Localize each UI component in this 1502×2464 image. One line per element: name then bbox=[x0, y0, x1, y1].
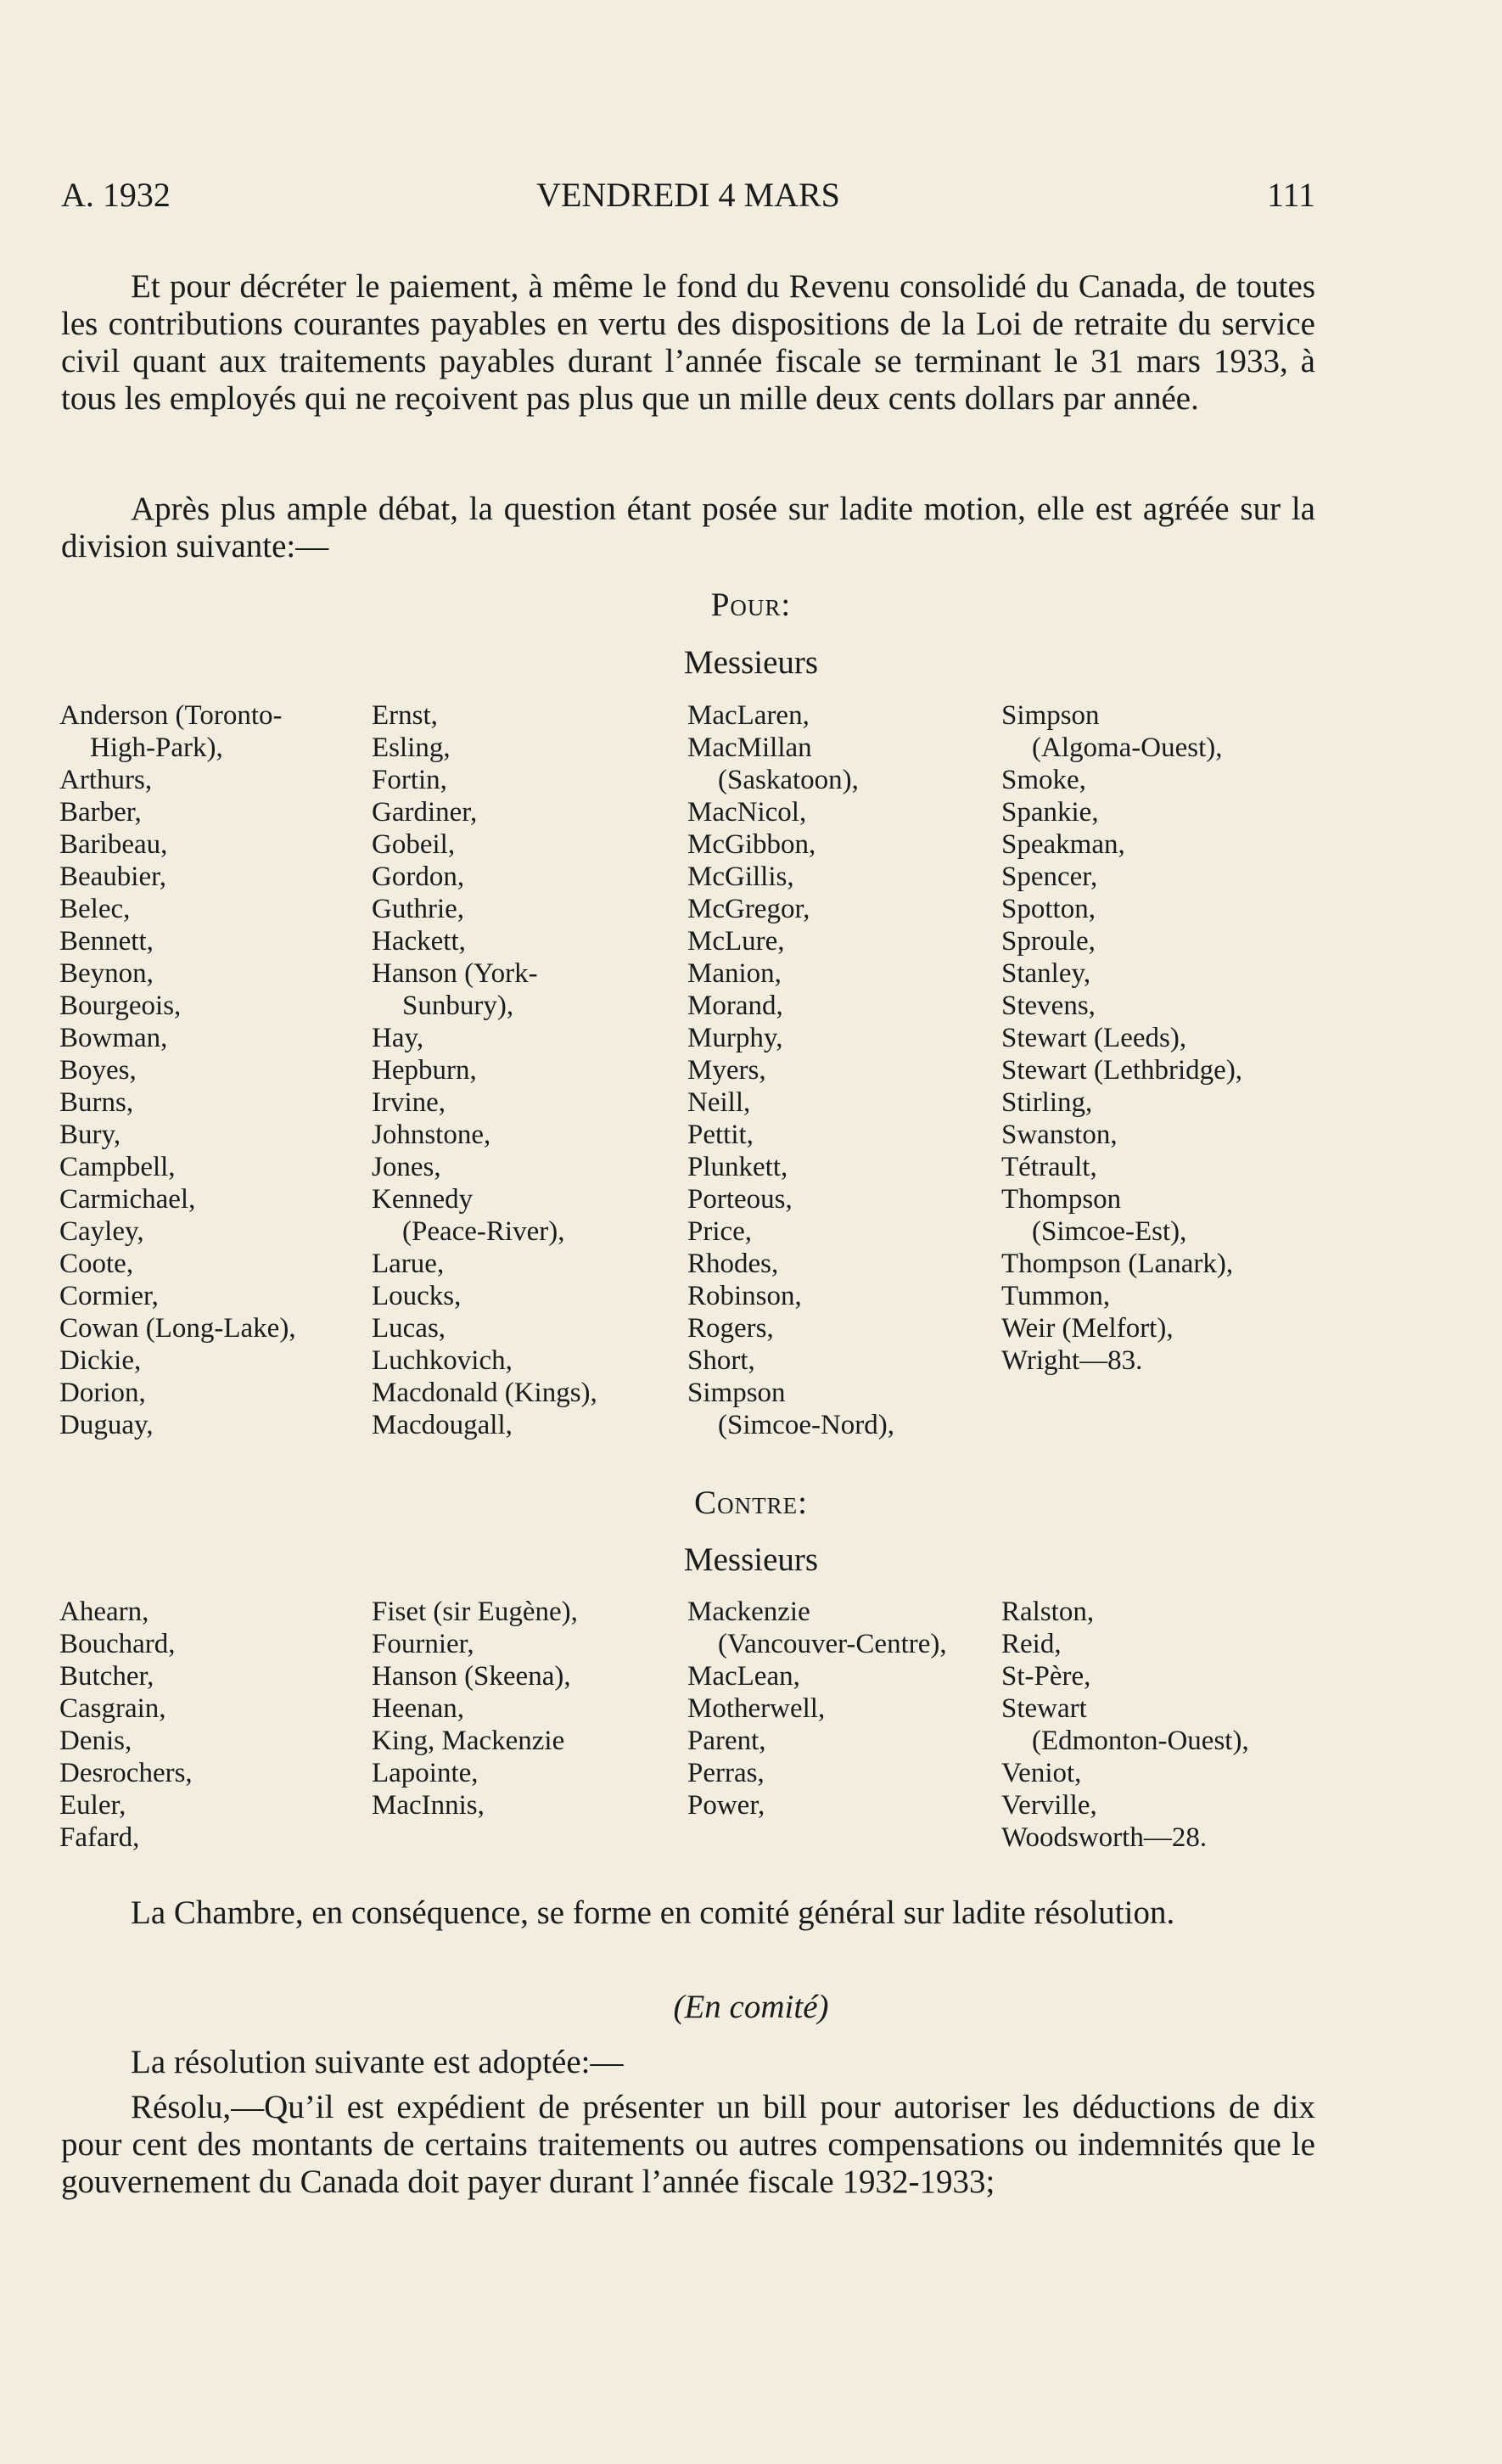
pour-name: Bowman, bbox=[59, 1023, 168, 1053]
contre-name: Denis, bbox=[59, 1726, 132, 1756]
contre-name: Butcher, bbox=[59, 1661, 154, 1692]
pour-name: Porteous, bbox=[687, 1184, 793, 1215]
pour-name: Myers, bbox=[687, 1055, 766, 1086]
pour-name: Simpson bbox=[687, 1378, 786, 1408]
pour-name: Thompson bbox=[1001, 1184, 1122, 1215]
pour-name: Luchkovich, bbox=[372, 1345, 513, 1376]
pour-name: Hackett, bbox=[372, 926, 466, 957]
contre-name: King, Mackenzie bbox=[372, 1726, 565, 1756]
contre-name: Woodsworth—28. bbox=[1001, 1822, 1208, 1853]
pour-name: Gardiner, bbox=[372, 797, 478, 828]
contre-name: Desrochers, bbox=[59, 1758, 193, 1788]
pour-name: Hay, bbox=[372, 1023, 424, 1053]
pour-name: Smoke, bbox=[1001, 765, 1086, 795]
pour-name: Bourgeois, bbox=[59, 991, 182, 1021]
pour-name: Wright—83. bbox=[1001, 1345, 1143, 1376]
pour-name: Sunbury), bbox=[402, 991, 514, 1021]
pour-name: Murphy, bbox=[687, 1023, 783, 1053]
pour-name: Guthrie, bbox=[372, 894, 465, 924]
pour-name: (Algoma-Ouest), bbox=[1032, 732, 1223, 763]
page-number: 111 bbox=[1266, 176, 1315, 214]
pour-name: Belec, bbox=[59, 894, 131, 924]
pour-name: Robinson, bbox=[687, 1281, 802, 1311]
pour-column-3 bbox=[687, 699, 894, 1441]
pour-name: Beaubier, bbox=[59, 862, 167, 892]
pour-name: Stevens, bbox=[1001, 991, 1096, 1021]
pour-name: Boyes, bbox=[59, 1055, 137, 1086]
contre-name: Parent, bbox=[687, 1726, 766, 1756]
pour-name: Sproule, bbox=[1001, 926, 1096, 957]
pour-name: Loucks, bbox=[372, 1281, 462, 1311]
pour-name: Plunkett, bbox=[687, 1152, 788, 1182]
pour-name: Johnstone, bbox=[372, 1120, 491, 1150]
contre-column-4 bbox=[1001, 1596, 1249, 1854]
pour-name: MacNicol, bbox=[687, 797, 807, 828]
contre-name: MacLean, bbox=[687, 1661, 800, 1692]
pour-name: Spankie, bbox=[1001, 797, 1099, 828]
contre-name: Motherwell, bbox=[687, 1693, 826, 1724]
pour-name: Dickie, bbox=[59, 1345, 142, 1376]
pour-name: McGibbon, bbox=[687, 829, 816, 860]
pour-name: Short, bbox=[687, 1345, 755, 1376]
paragraph-chambre: La Chambre, en conséquence, se forme en comité général sur ladite résolution. bbox=[131, 1894, 1175, 1931]
pour-name: Larue, bbox=[372, 1249, 445, 1279]
contre-column-2 bbox=[372, 1596, 578, 1821]
contre-name: Veniot, bbox=[1001, 1758, 1082, 1788]
pour-name: High-Park), bbox=[90, 732, 223, 763]
contre-column-3 bbox=[687, 1596, 947, 1821]
contre-name: Ralston, bbox=[1001, 1597, 1095, 1627]
pour-name: (Saskatoon), bbox=[718, 765, 859, 795]
header-session: A. 1932 bbox=[61, 176, 171, 214]
pour-name: Swanston, bbox=[1001, 1120, 1118, 1150]
pour-name: Lucas, bbox=[372, 1313, 446, 1344]
contre-name: MacInnis, bbox=[372, 1790, 485, 1821]
pour-name: Coote, bbox=[59, 1249, 134, 1279]
pour-name: Barber, bbox=[59, 797, 142, 828]
pour-name: (Simcoe-Nord), bbox=[718, 1410, 895, 1440]
contre-name: Mackenzie bbox=[687, 1597, 810, 1627]
pour-name: Gobeil, bbox=[372, 829, 456, 860]
pour-name: Weir (Melfort), bbox=[1001, 1313, 1174, 1344]
pour-name: Stanley, bbox=[1001, 958, 1091, 989]
contre-name: Lapointe, bbox=[372, 1758, 479, 1788]
contre-name: Casgrain, bbox=[59, 1693, 166, 1724]
contre-name: Perras, bbox=[687, 1758, 765, 1788]
pour-name: MacMillan bbox=[687, 732, 812, 763]
pour-name: Spotton, bbox=[1001, 894, 1096, 924]
pour-name: (Simcoe-Est), bbox=[1032, 1216, 1187, 1247]
pour-column-2 bbox=[372, 699, 597, 1441]
pour-name: McGregor, bbox=[687, 894, 810, 924]
contre-name: Power, bbox=[687, 1790, 765, 1821]
pour-name: Spencer, bbox=[1001, 862, 1098, 892]
contre-name: Fournier, bbox=[372, 1629, 474, 1659]
pour-name: Anderson (Toronto- bbox=[59, 700, 283, 731]
pour-name: Cayley, bbox=[59, 1216, 144, 1247]
pour-name: Neill, bbox=[687, 1087, 751, 1118]
pour-name: Dorion, bbox=[59, 1378, 146, 1408]
pour-name: Ernst, bbox=[372, 700, 438, 731]
pour-name: Cormier, bbox=[59, 1281, 159, 1311]
pour-name: Tummon, bbox=[1001, 1281, 1111, 1311]
pour-column-1 bbox=[59, 699, 296, 1441]
pour-name: Manion, bbox=[687, 958, 782, 989]
comite-heading: (En comité) bbox=[673, 1989, 829, 2025]
contre-name: Stewart bbox=[1001, 1693, 1087, 1724]
pour-name: Thompson (Lanark), bbox=[1001, 1249, 1234, 1279]
pour-name: Hepburn, bbox=[372, 1055, 477, 1086]
contre-name: Fafard, bbox=[59, 1822, 140, 1853]
contre-name: (Vancouver-Centre), bbox=[718, 1629, 947, 1659]
pour-name: Duguay, bbox=[59, 1410, 154, 1440]
pour-name: Pettit, bbox=[687, 1120, 754, 1150]
page-header bbox=[61, 175, 1315, 226]
contre-subheading: Messieurs bbox=[683, 1541, 819, 1578]
pour-name: Gordon, bbox=[372, 862, 465, 892]
pour-name: Stewart (Leeds), bbox=[1001, 1023, 1187, 1053]
pour-name: Tétrault, bbox=[1001, 1152, 1097, 1182]
contre-name: Reid, bbox=[1001, 1629, 1062, 1659]
pour-name: Morand, bbox=[687, 991, 783, 1021]
pour-name: Fortin, bbox=[372, 765, 447, 795]
paragraph-motion: Et pour décréter le paiement, à même le fond du Revenu consolidé du Canada, de toutes les contributions courantes payables en vertu des dispositions de la Loi de retraite du service civil quant aux traitements payables durant l’année fiscale se terminant le 31 mars 1933, à tous les employés qui ne reçoivent pas plus que un mille deux cents dollars par année. bbox=[61, 268, 1315, 417]
pour-name: Irvine, bbox=[372, 1087, 446, 1118]
pour-name: Kennedy bbox=[372, 1184, 474, 1215]
pour-name: Price, bbox=[687, 1216, 753, 1247]
pour-name: McLure, bbox=[687, 926, 785, 957]
contre-name: Hanson (Skeena), bbox=[372, 1661, 571, 1692]
pour-name: Bennett, bbox=[59, 926, 154, 957]
contre-column-1 bbox=[59, 1596, 193, 1854]
pour-name: Beynon, bbox=[59, 958, 154, 989]
pour-name: Cowan (Long-Lake), bbox=[59, 1313, 296, 1344]
pour-name: Rogers, bbox=[687, 1313, 774, 1344]
pour-name: Speakman, bbox=[1001, 829, 1125, 860]
pour-name: (Peace-River), bbox=[402, 1216, 565, 1247]
contre-name: (Edmonton-Ouest), bbox=[1032, 1726, 1249, 1756]
pour-name: Arthurs, bbox=[59, 765, 153, 795]
pour-name: Bury, bbox=[59, 1120, 121, 1150]
pour-name: Simpson bbox=[1001, 700, 1100, 731]
pour-name: Esling, bbox=[372, 732, 451, 763]
header-date: VENDREDI 4 MARS bbox=[536, 176, 840, 214]
contre-heading: Contre: bbox=[694, 1485, 808, 1521]
paragraph-resolu: Résolu,—Qu’il est expédient de présenter un bill pour autoriser les déductions de dix pour cent des montants de certains traitements ou autres compensations ou indemnités que le gouvernement du Canada doit payer durant l’année fiscale 1932-1933; bbox=[61, 2089, 1315, 2200]
pour-name: Stirling, bbox=[1001, 1087, 1093, 1118]
pour-name: Baribeau, bbox=[59, 829, 168, 860]
pour-name: Macdougall, bbox=[372, 1410, 513, 1440]
contre-name: Verville, bbox=[1001, 1790, 1097, 1821]
contre-name: Euler, bbox=[59, 1790, 126, 1821]
contre-name: St-Père, bbox=[1001, 1661, 1091, 1692]
pour-name: MacLaren, bbox=[687, 700, 810, 731]
pour-column-4 bbox=[1001, 699, 1242, 1377]
contre-name: Fiset (sir Eugène), bbox=[372, 1597, 578, 1627]
pour-name: Rhodes, bbox=[687, 1249, 779, 1279]
pour-subheading: Messieurs bbox=[683, 644, 819, 681]
pour-name: McGillis, bbox=[687, 862, 794, 892]
contre-name: Heenan, bbox=[372, 1693, 465, 1724]
pour-name: Jones, bbox=[372, 1152, 441, 1182]
pour-name: Campbell, bbox=[59, 1152, 176, 1182]
pour-name: Stewart (Lethbridge), bbox=[1001, 1055, 1243, 1086]
pour-name: Carmichael, bbox=[59, 1184, 196, 1215]
pour-name: Macdonald (Kings), bbox=[372, 1378, 597, 1408]
pour-heading: Pour: bbox=[710, 587, 792, 623]
contre-name: Bouchard, bbox=[59, 1629, 176, 1659]
paragraph-resolution-intro: La résolution suivante est adoptée:— bbox=[131, 2044, 624, 2080]
pour-name: Hanson (York- bbox=[372, 958, 538, 989]
paragraph-debate: Après plus ample débat, la question étant posée sur ladite motion, elle est agréée sur la division suivante:— bbox=[61, 491, 1315, 564]
pour-name: Burns, bbox=[59, 1087, 134, 1118]
contre-name: Ahearn, bbox=[59, 1597, 149, 1627]
